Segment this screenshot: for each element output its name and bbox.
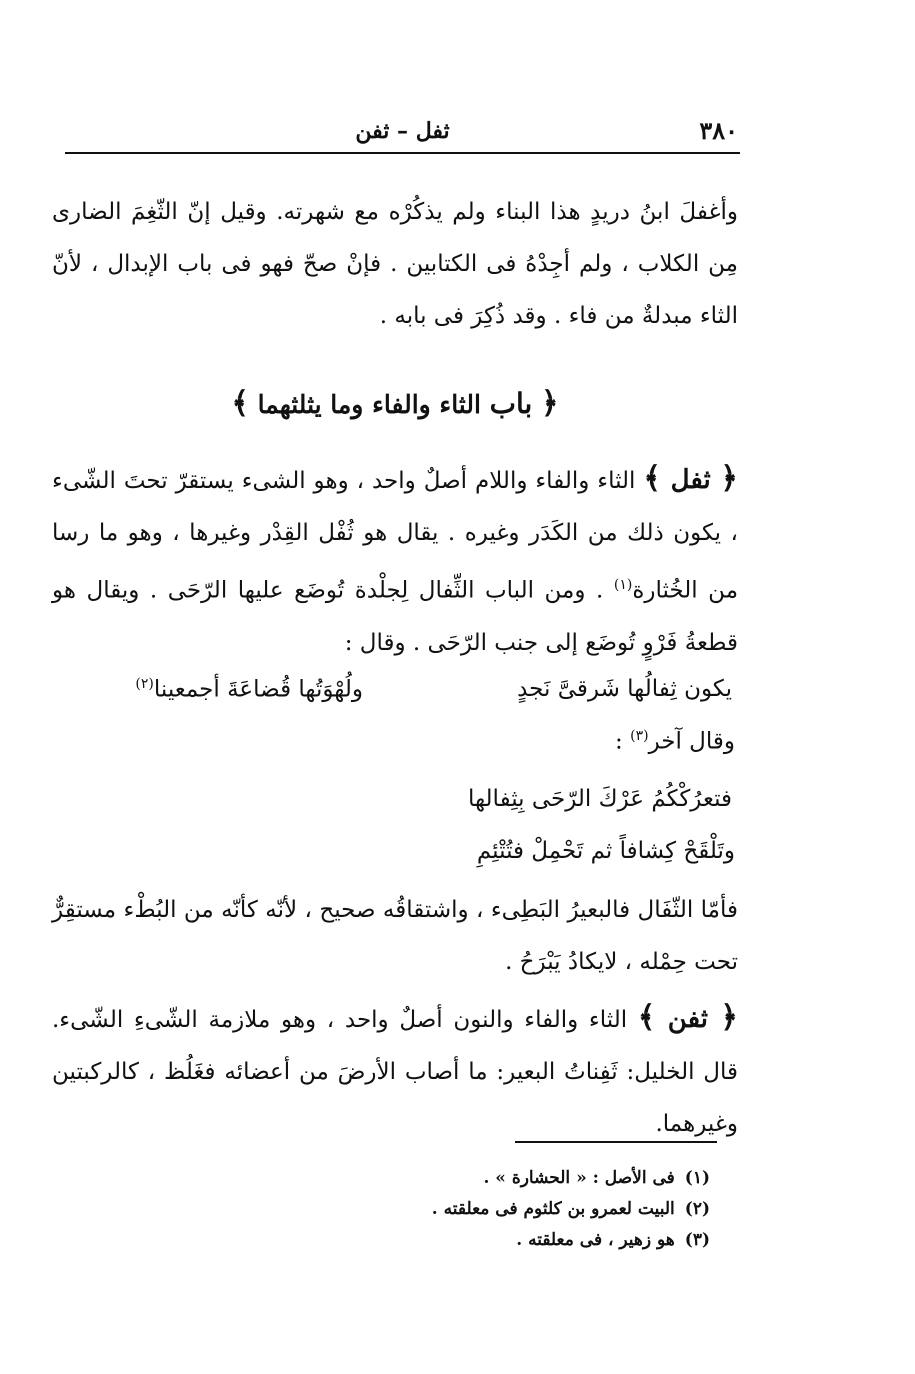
running-title: ثفل – ثفن [355,118,450,144]
verse1-second-hemistich: ولُهْوَتُها قُضاعَةَ أجمعينا$^{(٢)}$ [135,676,363,703]
verse2-intro: وقال آخر$^{(٣)}$ : [615,728,735,755]
entry-thafn-text-2: قال الخليل: ثَفِناتُ البعير: ما أصاب الأرضَ من أعضائه فغَلُظ ، كالركبتين وغيرهما. [52,1059,738,1137]
section-title-rest: الثاء والفاء وما يثلثهما [257,390,481,419]
entry-thafl-continued: فأمّا الثّفَال فالبعيرُ البَطِىء ، واشتقاقُه صحيح ، لأنّه كأنّه من البُطْء مستقِرٌّ تحت حِمْله ، لايكادُ يَبْرَحُ . [52,897,738,975]
section-open-bracket: ﴿ [541,386,559,421]
header-rule [65,152,740,154]
footnote-1: (١)فى الأصل : « الحشارة » . [483,1168,710,1188]
section-close-bracket: ﴾ [231,386,249,421]
verse2-first-hemistich: فتعرُكْكُمُ عَرْكَ الرّحَى بِثِفالها [467,786,732,812]
footnote-2: (٢)البيت لعمرو بن كلثوم فى معلقته . [431,1199,710,1219]
footnotes [360,1163,710,1256]
intro-paragraph: وأغفلَ ابنُ دريدٍ هذا البناء ولم يذكُرْه مع شهرته. وقيل إنّ الثّغِمَ الضارى مِن الكلاب ، ولم أجِدْهُ فى الكتابين . فإنْ صحّ فهو فى باب الإبدال ، لأنّ الثاء مبدلةٌ من فاء . وقد ذُكِرَ فى بابه . [52,199,738,329]
entry-thafl-text-1: الثاء والفاء واللام أصلٌ واحد ، وهو الشىء يستقرّ تحتَ الشّىء ، يكون ذلك من الكَدَر وغيره . يقال هو ثُفْل القِدْر وغيرها ، وهو ما رسا من الخُثارة [52,468,739,604]
page-number: ٣٨٠ [699,116,738,145]
footnote-rule [515,1141,717,1143]
headword-thafl: ﴿ ثفل ﴾ [643,461,738,496]
section-title [52,386,738,421]
footnote-marker-1: (١) [613,577,633,593]
section-title-bab: باب [489,387,533,420]
entry-thafn [52,992,738,1150]
footnote-3: (٣)هو زهير ، فى معلقته . [516,1230,710,1250]
entry-thafn-text-1: الثاء والفاء والنون أصلٌ واحد ، وهو ملازمة الشّىءِ الشّىء. [52,1007,628,1033]
verse2-second-hemistich: وتَلْقَحْ كِشافاً ثم تَحْمِلْ فتُتْئِمِ [476,838,735,864]
footnote-marker-2: (٢) [135,676,154,692]
footnote-marker-3: (٣) [630,728,649,744]
entry-thafl [52,453,738,669]
headword-thafn: ﴿ ثفن ﴾ [637,1000,738,1035]
verse1-first-hemistich: يكون ثِفالُها شَرقىَّ نَجدٍ [517,676,732,702]
page-header [65,112,740,152]
entry-thafl-text-2: . ومن الباب الثِّفال لِجلْدة تُوضَع عليها الرّحَى . ويقال هو قطعةُ فَرْوٍ تُوضَع إلى جنب الرّحَى . وقال : [52,577,738,656]
